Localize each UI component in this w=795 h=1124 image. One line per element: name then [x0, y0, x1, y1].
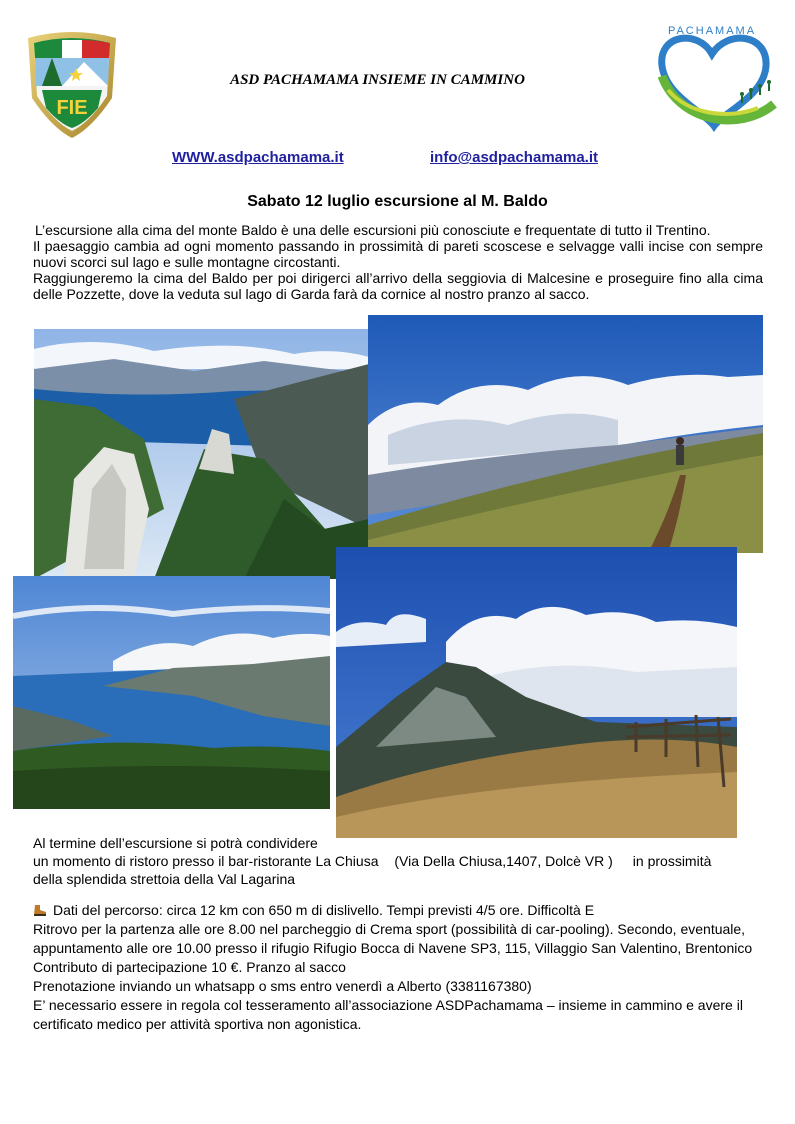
details-section: [33, 901, 773, 1034]
route-info: Dati del percorso: circa 12 km con 650 m di dislivello. Tempi previsti 4/5 ore. Difficoltà E: [53, 902, 595, 918]
after-line-1: Al termine dell’escursione si potrà condividere: [33, 835, 318, 851]
fie-logo-text: FIE: [56, 97, 88, 119]
description-paragraph-3: Raggiungeremo la cima del Baldo per poi dirigerci all’arrivo della seggiovia di Malcesine e proseguire fino alla cima delle Pozzette, dove la veduta sul lago di Garda farà da cornice al nostro pranzo al sacco.: [33, 270, 763, 302]
meeting-info: Ritrovo per la partenza alle ore 8.00 nel parcheggio di Crema sport (possibilità di car-pooling). Secondo, eventuale, appuntamento alle ore 10.00 presso il rifugio Rifugio Bocca di Navene SP3, 115, Villaggio San Valentino, Brentonico: [33, 921, 753, 956]
after-line-2-text: un momento di ristoro presso il bar-ristorante La Chiusa: [33, 853, 383, 869]
after-hike-section: [33, 834, 773, 888]
pachamama-logo-text: PACHAMAMA: [667, 25, 757, 37]
after-line-3: [33, 870, 773, 888]
photo-lake-garda: [13, 576, 330, 809]
website-link[interactable]: WWW.asdpachamama.it: [172, 149, 344, 166]
membership-info: E’ necessario essere in regola col tesseramento all’associazione ASDPachamama – insieme in cammino e avere il certificato medico per attività sportiva non agonistica.: [33, 997, 743, 1032]
fee-info: Contributo di partecipazione 10 €. Pranzo al sacco: [33, 959, 346, 975]
route-line: [33, 901, 773, 920]
after-line-2: [33, 852, 773, 870]
description-paragraph-1: L’escursione alla cima del monte Baldo è una delle escursioni più conosciute e frequentate di tutto il Trentino.: [35, 222, 711, 238]
photo-hiker-slope: [368, 315, 763, 553]
booking-info: Prenotazione inviando un whatsapp o sms entro venerdì a Alberto (3381167380): [33, 978, 532, 994]
photo-baldo-ridge: [336, 547, 737, 838]
organization-title: ASD PACHAMAMA INSIEME IN CAMMINO: [230, 72, 525, 88]
restaurant-address: (Via Della Chiusa,1407, Dolcè VR ): [394, 853, 613, 869]
after-line-3-text: della splendida strettoia della: [33, 871, 218, 887]
hiking-boot-icon: [33, 902, 47, 913]
email-link[interactable]: info@asdpachamama.it: [430, 149, 599, 166]
val-lagarina: Val Lagarina: [217, 871, 296, 887]
event-title: Sabato 12 luglio escursione al M. Baldo: [247, 193, 548, 210]
description-paragraph-2: Il paesaggio cambia ad ogni momento passando in prossimità di pareti scoscese e selvagge valli incise con sempre nuovi scorci sul lago e sulle montagne circostanti.: [33, 238, 763, 270]
after-line-2-end: in prossimità: [632, 853, 712, 869]
photo-lake-rocks: [34, 329, 369, 579]
